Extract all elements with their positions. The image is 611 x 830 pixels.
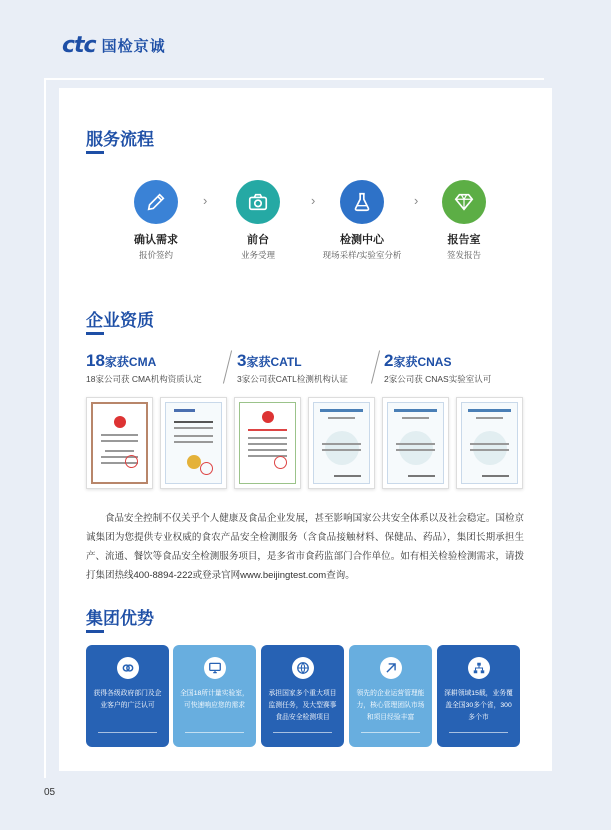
advantage-card-5 xyxy=(437,645,520,747)
advantage-card-1 xyxy=(86,645,169,747)
qualification-count: 2 xyxy=(384,351,394,370)
advantage-text: 领先的企业运营管理能力，核心管理团队市场和项目经验丰富 xyxy=(356,690,425,721)
chevron-right-icon: › xyxy=(414,193,419,208)
step-title: 前台 xyxy=(247,234,269,246)
page-number: 05 xyxy=(44,787,56,798)
process-step-1 xyxy=(106,180,206,261)
frame-decoration-top xyxy=(44,78,544,80)
brand-logo xyxy=(62,33,166,58)
qualification-count: 3 xyxy=(237,351,247,370)
step-title: 确认需求 xyxy=(134,234,178,246)
step-subtitle: 报价签约 xyxy=(138,250,173,260)
process-step-4 xyxy=(414,180,514,261)
step-subtitle: 现场采样/实验室分析 xyxy=(322,250,402,260)
advantage-card-3 xyxy=(261,645,344,747)
ctc-logo-mark: ctc xyxy=(62,33,96,58)
section-title-advantage: 集团优势 xyxy=(86,609,154,628)
body-paragraph: 食品安全控制不仅关乎个人健康及食品企业发展，甚至影响国家公共安全体系以及社会稳定。国检京诚集团为您提供专业权威的食农产品安全检测服务（含食品接触材料、保健品、药品），集团长期承担生产、流通、餐饮等食品安全检测服务项目，是多省市食药监部门合作单位。如有相关检验检测需求，请拨打集团热线400-8894-222或登录官网www.beijingtest.com查询。 xyxy=(86,513,524,581)
advantage-card-4 xyxy=(349,645,432,747)
qualification-catl xyxy=(237,351,348,385)
step-title: 报告室 xyxy=(447,234,481,246)
advantage-card-2 xyxy=(173,645,256,747)
advantage-divider xyxy=(98,732,157,733)
qualification-label: 家获CATL xyxy=(246,355,302,369)
process-step-2 xyxy=(208,180,308,261)
network-icon xyxy=(468,657,490,679)
qualification-subtitle: 2家公司获 CNAS实验室认可 xyxy=(384,374,492,384)
diamond-icon xyxy=(442,180,486,224)
monitor-icon xyxy=(204,657,226,679)
qualification-subtitle: 18家公司获 CMA机构资质认定 xyxy=(86,374,202,384)
advantage-text: 全国18所计量实验室，可快速响应您的需求 xyxy=(180,690,249,709)
certificate-image-cnas-3 xyxy=(456,397,523,489)
step-subtitle: 业务受理 xyxy=(240,250,275,260)
chevron-right-icon: › xyxy=(203,193,208,208)
section-underline xyxy=(86,630,104,633)
process-step-3 xyxy=(312,180,412,261)
brand-name: 国检京诚 xyxy=(101,38,166,55)
globe-icon xyxy=(292,657,314,679)
section-underline xyxy=(86,332,104,335)
step-subtitle: 签发报告 xyxy=(446,250,481,260)
qualification-cma xyxy=(86,351,202,385)
qualification-cnas xyxy=(384,351,491,385)
section-title-qualification: 企业资质 xyxy=(86,311,154,330)
qualification-label: 家获CMA xyxy=(104,355,157,369)
advantage-divider xyxy=(273,732,332,733)
chevron-right-icon: › xyxy=(311,193,316,208)
camera-icon xyxy=(236,180,280,224)
qualification-label: 家获CNAS xyxy=(393,355,452,369)
advantage-divider xyxy=(449,732,508,733)
certificate-image-cnas-2 xyxy=(382,397,449,489)
flask-icon xyxy=(340,180,384,224)
certificate-image-cnas-1 xyxy=(308,397,375,489)
advantage-text: 获得各级政府部门及企业客户的广泛认可 xyxy=(93,690,162,709)
certificate-image-cma xyxy=(86,397,153,489)
step-title: 检测中心 xyxy=(340,234,384,246)
advantage-text: 承担国家多个重大项目监测任务，及大型赛事食品安全检测项目 xyxy=(268,690,337,721)
frame-decoration-left xyxy=(44,78,46,778)
pencil-icon xyxy=(134,180,178,224)
section-underline xyxy=(86,151,104,154)
advantage-divider xyxy=(185,732,244,733)
link-icon xyxy=(117,657,139,679)
section-title-process: 服务流程 xyxy=(86,130,154,149)
qualification-count: 18 xyxy=(86,351,105,370)
certificate-image-food xyxy=(234,397,301,489)
qualification-subtitle: 3家公司获CATL检测机构认证 xyxy=(237,374,348,384)
strategy-icon xyxy=(380,657,402,679)
advantage-text: 深耕领域15载，业务覆盖全国30多个省，300多个市 xyxy=(444,690,513,721)
advantage-divider xyxy=(361,732,420,733)
certificate-image-catl xyxy=(160,397,227,489)
